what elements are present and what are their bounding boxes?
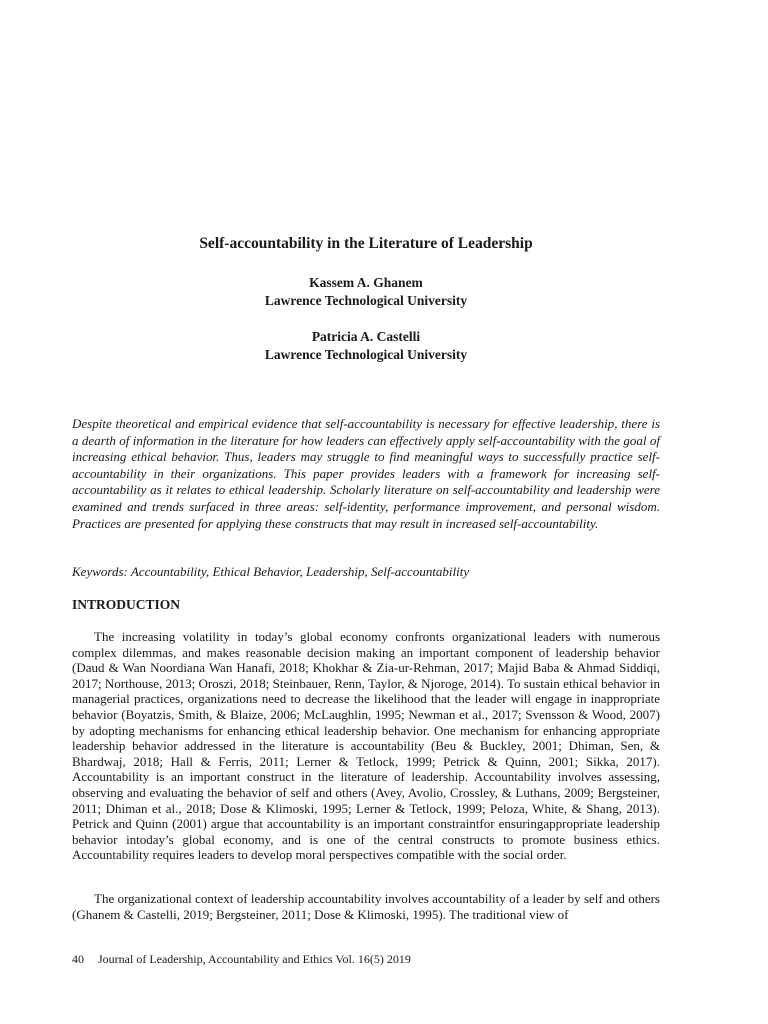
page-number: 40 bbox=[72, 952, 84, 966]
author-affiliation: Lawrence Technological University bbox=[264, 347, 468, 362]
author-name: Kassem A. Ghanem bbox=[309, 275, 423, 290]
abstract: Despite theoretical and empirical evidence that self-accountability is necessary for effective leadership, there is a dearth of information in the literature for how leaders can effectively apply self-accountability with the goal of increasing ethical behavior. Thus, leaders may struggle to find meaningful ways to successfully practice self-accountability in their organizations. This paper provides leaders with a framework for increasing self-accountability as it relates to ethical leadership. Scholarly literature on self-accountability and leadership were examined and trends surfaced in three areas: self-identity, performance improvement, and personal wisdom. Practices are presented for applying these constructs that may result in increased self-accountability. bbox=[72, 416, 660, 531]
body-paragraph: The organizational context of leadership accountability involves accountability of a leader by self and others (Ghanem & Castelli, 2019; Bergsteiner, 2011; Dose & Klimoski, 1995). The traditional view of bbox=[72, 891, 660, 922]
page-footer bbox=[72, 952, 411, 967]
author-name: Patricia A. Castelli bbox=[311, 329, 421, 344]
paper-title: Self-accountability in the Literature of Leadership bbox=[199, 235, 533, 252]
paper-page bbox=[72, 0, 660, 1024]
body-paragraph: The increasing volatility in today’s global economy confronts organizational leaders with numerous complex dilemmas, and makes reasonable decision making an important component of leadership behavior (Daud & Wan Noordiana Wan Hanafi, 2018; Khokhar & Zia-ur-Rehman, 2017; Majid Baba & Ahmad Siddiqi, 2017; Northouse, 2013; Oroszi, 2018; Steinbauer, Renn, Taylor, & Njoroge, 2014). To sustain ethical behavior in managerial practices, organizations need to decrease the likelihood that the leader will engage in inappropriate behavior (Boyatzis, Smith, & Blaize, 2006; McLaughlin, 1995; Newman et al., 2017; Svensson & Wood, 2007) by adopting mechanisms for enhancing ethical leadership behavior. One mechanism for enhancing appropriate leadership behavior addressed in the literature is accountability (Beu & Buckley, 2001; Dhiman, Sen, & Bhardwaj, 2018; Hall & Ferris, 2011; Lerner & Tetlock, 1999; Petrick & Quinn, 2001; Sikka, 2017). Accountability is an important construct in the literature of leadership. Accountability involves assessing, observing and evaluating the behavior of self and others (Avey, Avolio, Crossley, & Luthans, 2009; Bergsteiner, 2011; Dhiman et al., 2018; Dose & Klimoski, 1995; Lerner & Tetlock, 1999; Peloza, White, & Shang, 2013). Petrick and Quinn (2001) argue that accountability is an important constraintfor ensuringappropriate leadership behavior intoday’s global economy, and is one of the central constructs to promote business ethics. Accountability requires leaders to develop moral perspectives compatible with the social order. bbox=[72, 629, 660, 863]
author-block bbox=[72, 328, 660, 364]
section-heading: INTRODUCTION bbox=[72, 597, 181, 612]
keywords: Keywords: Accountability, Ethical Behavior, Leadership, Self-accountability bbox=[72, 564, 470, 579]
author-affiliation: Lawrence Technological University bbox=[264, 293, 468, 308]
journal-citation: Journal of Leadership, Accountability and Ethics Vol. 16(5) 2019 bbox=[98, 952, 411, 966]
author-block bbox=[72, 274, 660, 310]
